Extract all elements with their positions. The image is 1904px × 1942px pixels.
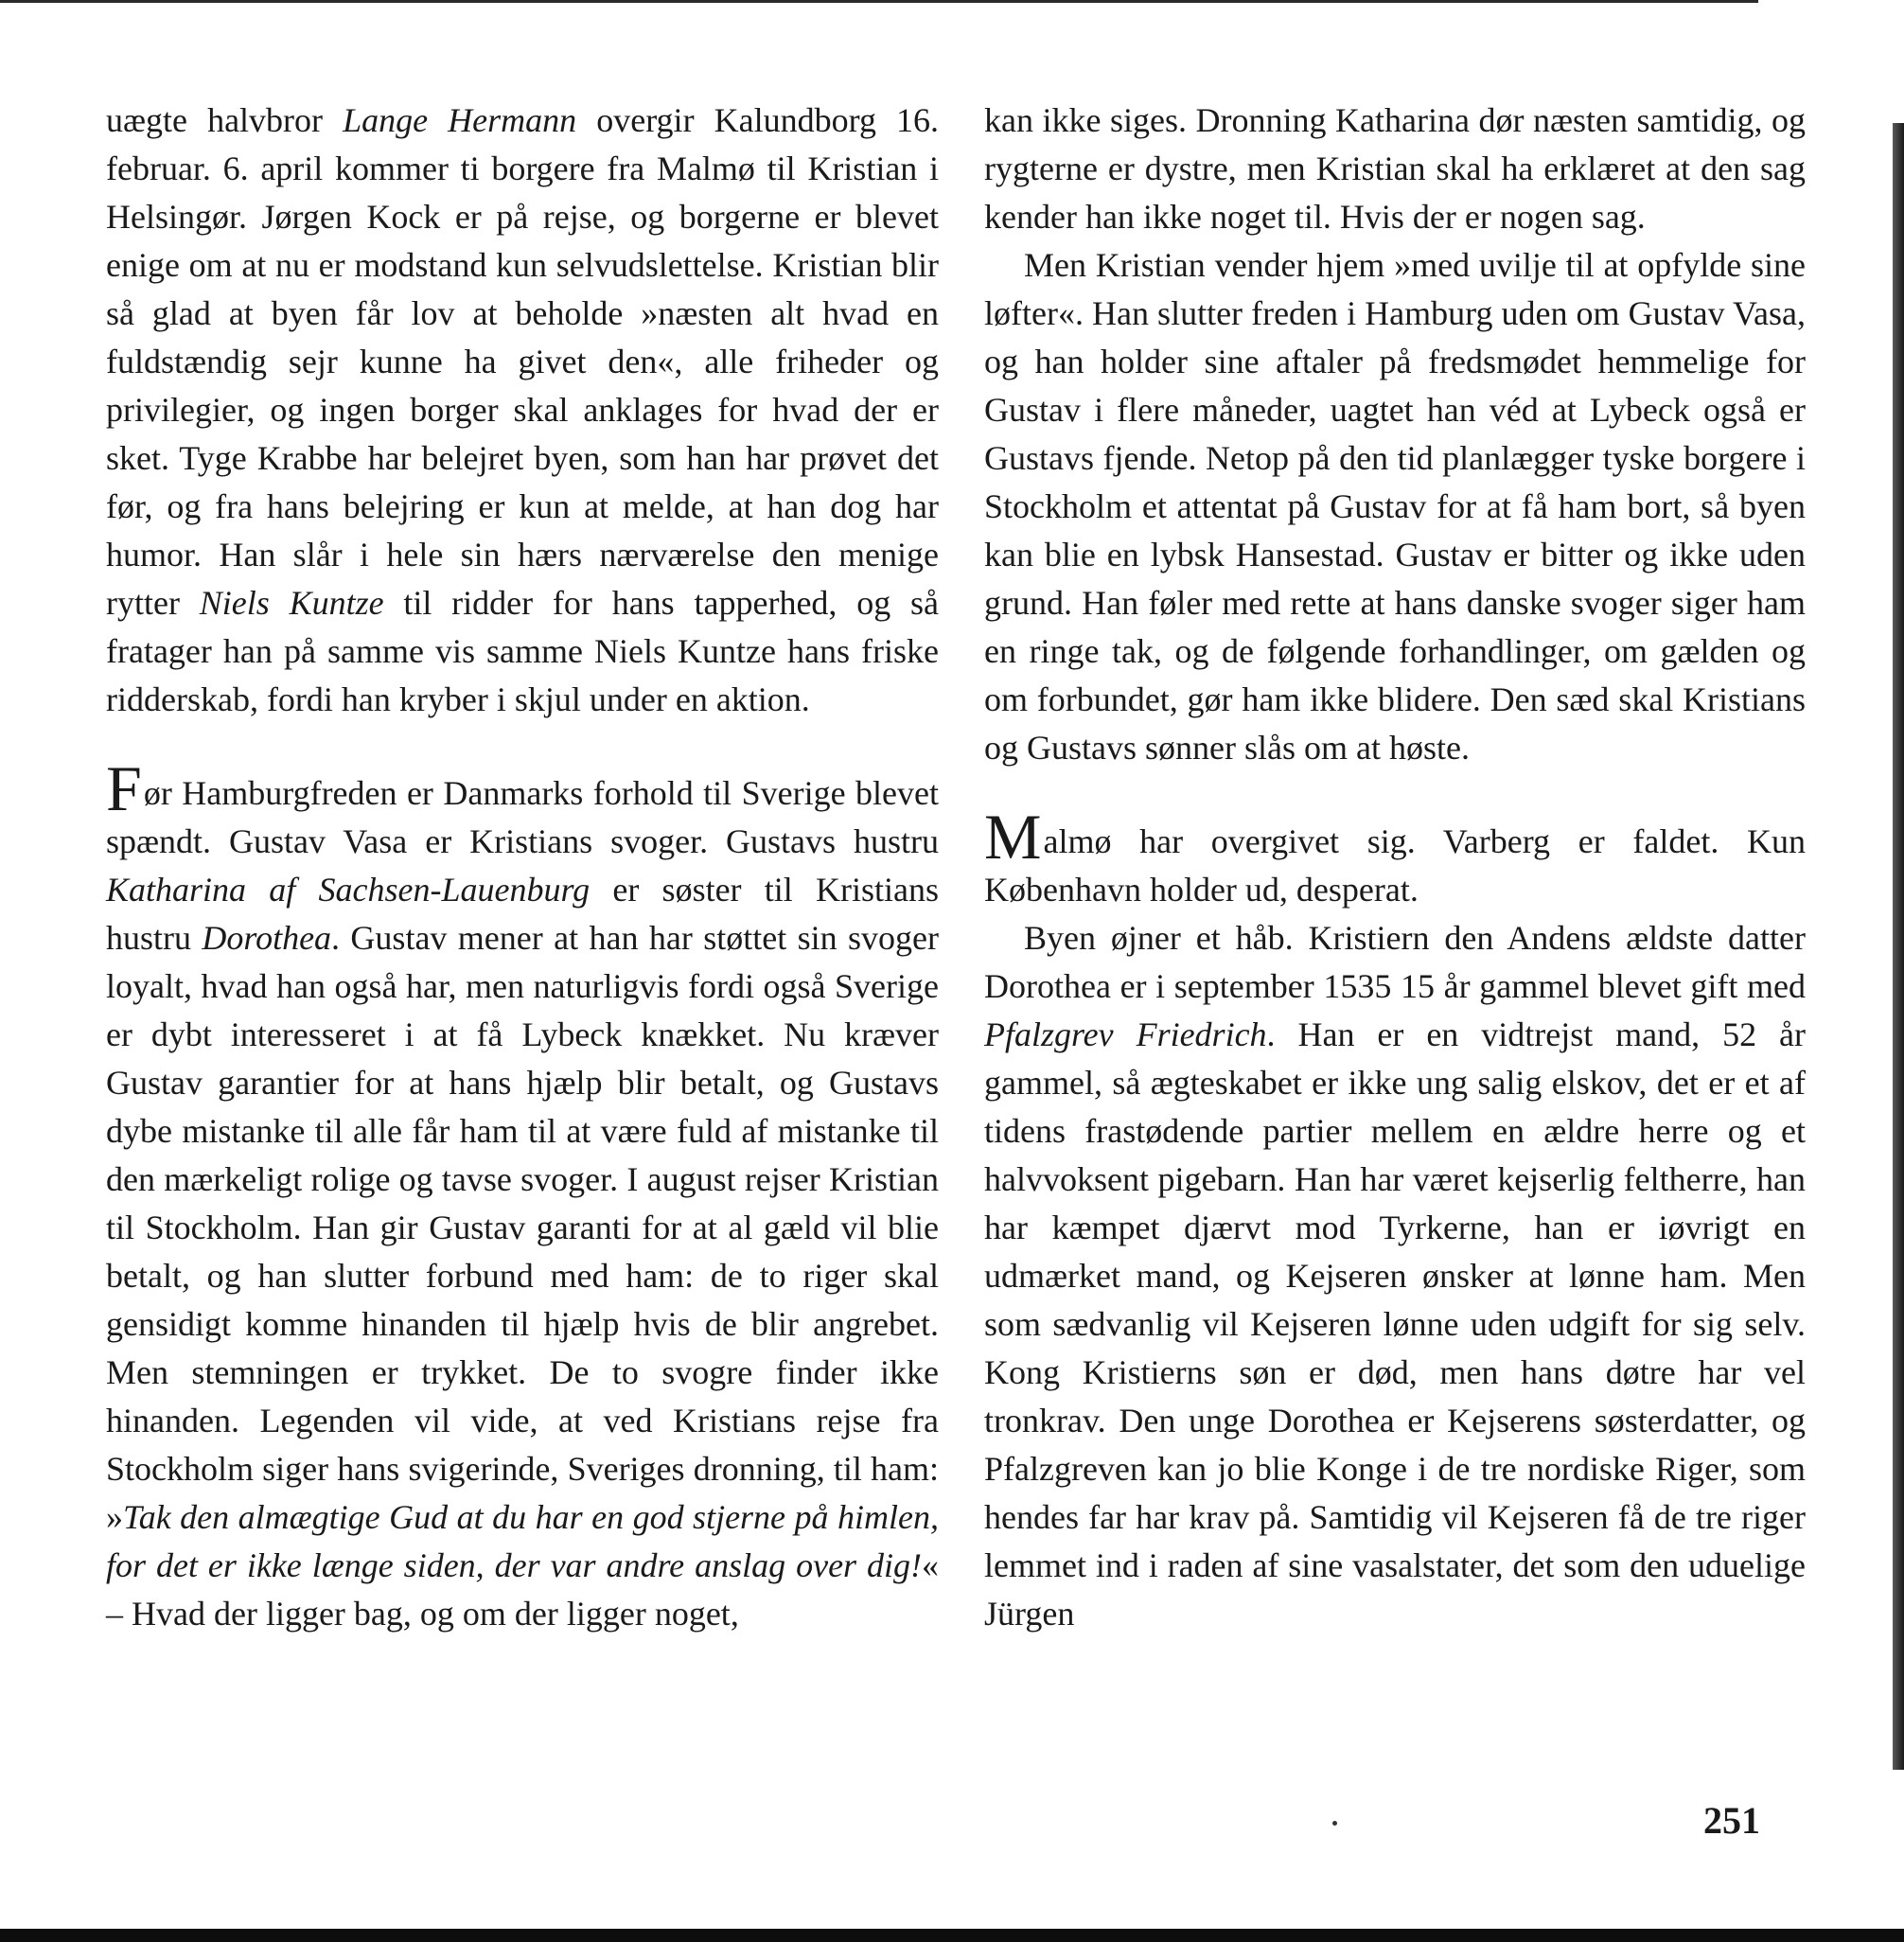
person-name: Dorothea xyxy=(202,919,332,957)
section-paragraph: Før Hamburgfreden er Danmarks forhold til Sverige blevet spændt. Gustav Vasa er Kristians svoger. Gustavs hustru Katharina af Sachsen-Lauenburg er søster til Kristians hustru Dorothea. Gustav mener at han har støttet sin svoger loyalt, hvad han også har, men naturligvis fordi også Sverige er dybt interesseret i at få Lybeck knækket. Nu kræver Gustav garantier for at hans hjælp blir betalt, og Gustavs dybe mistanke til alle får ham til at være fuld af mistanke til den mærkeligt rolige og tavse svoger. I august rejser Kristian til Stockholm. Han gir Gustav garanti for at al gæld vil blie betalt, og han slutter forbund med ham: de to riger skal gensidigt komme hinanden til hjælp hvis de blir angrebet. Men stemningen er trykket. De to svogre finder ikke hinanden. Legenden vil vide, at ved Kristians rejse fra Stockholm siger hans svigerinde, Sveriges dronning, til ham: »Tak den almægtige Gud at du har en god stjerne på himlen, for det er ikke længe siden, der var andre anslag over dig!« – Hvad der ligger bag, og om der ligger noget, xyxy=(106,752,940,1633)
right-column xyxy=(984,97,1806,1638)
drop-cap: F xyxy=(106,752,142,824)
paragraph: uægte halvbror Lange Hermann overgir Kalundborg 16. februar. 6. april kommer ti borgere fra Malmø til Kristian i Helsingør. Jørgen Kock er på rejse, og borgerne er blevet enige om at nu er modstand kun selvudslettelse. Kristian blir så glad at byen får lov at beholde »næsten alt hvad en fuldstændig sejr kunne ha givet den«, alle friheder og privilegier, og ingen borger skal anklages for hvad der er sket. Tyge Krabbe har belejret byen, som han har prøvet det før, og fra hans belejring er kun at melde, at han dog har humor. Han slår i hele sin hærs nærværelse den menige rytter Niels Kuntze til ridder for hans tapperhed, og så fratager han på samme vis samme Niels Kuntze hans friske ridderskab, fordi han kryber i skjul under en aktion. xyxy=(106,101,940,718)
page-edge-shadow xyxy=(1893,123,1904,1770)
paragraph: Men Kristian vender hjem »med uvilje til at opfylde sine løfter«. Han slutter freden i Hamburg uden om Gustav Vasa, og han holder sine aftaler på fredsmødet hemmelige for Gustav i flere måneder, uagtet han véd at Lybeck også er Gustavs fjende. Netop på den tid planlægger tyske borgere i Stockholm et attentat på Gustav for at få ham bort, så byen kan blie en lybsk Hansestad. Gustav er bitter og ikke uden grund. Han føler med rette at hans danske svoger siger ham en ringe tak, og de følgende forhandlinger, om gælden og om forbundet, gør ham ikke blidere. Den sæd skal Kristians og Gustavs sønner slås om at høste. xyxy=(984,246,1806,767)
paragraph: kan ikke siges. Dronning Katharina dør næsten samtidig, og rygterne er dystre, men Kristian skal ha erklæret at den sag kender han ikke noget til. Hvis der er nogen sag. xyxy=(984,101,1806,236)
section-paragraph: Malmø har overgivet sig. Varberg er faldet. Kun København holder ud, desperat. xyxy=(984,801,1806,909)
paragraph: Byen øjner et håb. Kristiern den Andens ældste datter Dorothea er i september 1535 15 år gammel blevet gift med Pfalzgrev Friedrich. Han er en vidtrejst mand, 52 år gammel, så ægteskabet er ikke ung salig elskov, det er et af tidens frastødende partier mellem en ældre herre og et halvvoksent pigebarn. Han har været kejserlig feltherre, han har kæmpet djærvt mod Tyrkerne, han er iøvrigt en udmærket mand, og Kejseren ønsker at lønne ham. Men som sædvanlig vil Kejseren lønne uden udgift for sig selv. Kong Kristierns søn er død, men hans døtre har vel tronkrav. Den unge Dorothea er Kejserens søsterdatter, og Pfalzgreven kan jo blie Konge i de tre nordiske Riger, som hendes far har krav på. Samtidig vil Kejseren få de tre riger lemmet ind i raden af sine vasalstater, det som den uduelige Jürgen xyxy=(984,919,1806,1633)
person-name: Katharina af Sachsen-Lauenburg xyxy=(106,871,591,909)
drop-cap: M xyxy=(984,801,1042,873)
left-column xyxy=(106,97,939,1638)
ink-speck xyxy=(1332,1821,1337,1826)
person-name: Lange Hermann xyxy=(343,101,577,139)
person-name: Pfalzgrev Friedrich xyxy=(984,1015,1267,1053)
quotation: Tak den almægtige Gud at du har en god stjerne på himlen, for det er ikke længe siden, der var andre anslag over dig! xyxy=(106,1498,939,1584)
page-number: 251 xyxy=(1703,1799,1760,1842)
bottom-edge xyxy=(0,1929,1904,1942)
person-name: Niels Kuntze xyxy=(199,584,384,622)
top-rule xyxy=(0,0,1758,3)
